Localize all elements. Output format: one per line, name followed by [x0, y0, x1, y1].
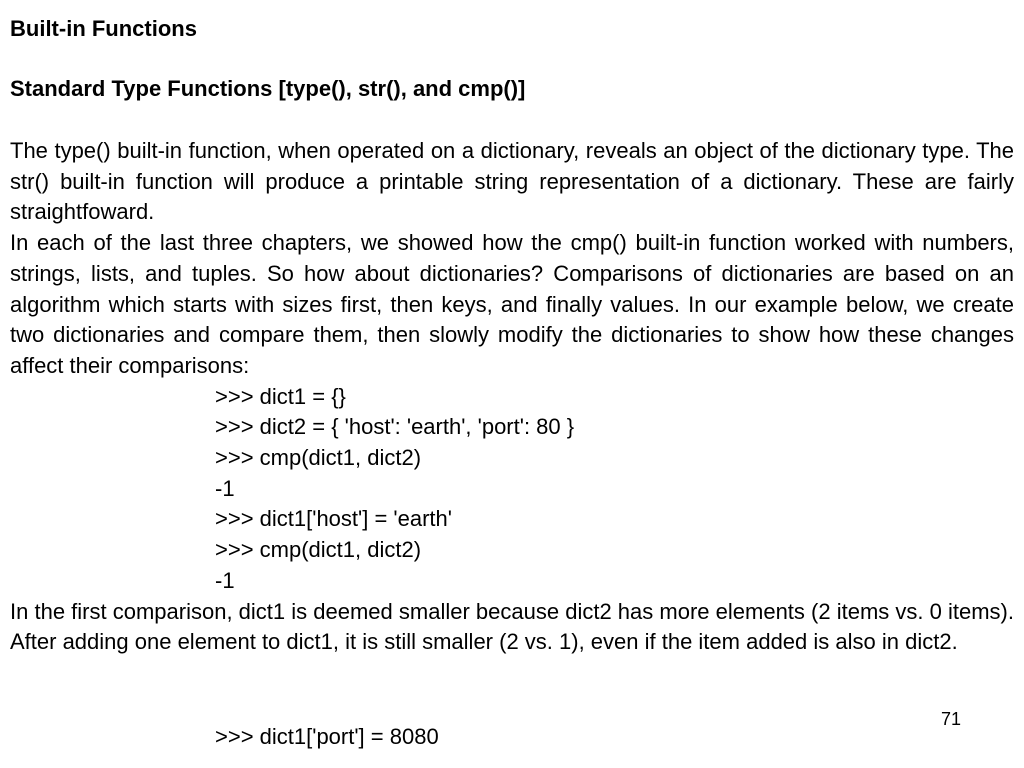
section-heading: Standard Type Functions [type(), str(), and cmp()] [10, 76, 526, 101]
code-line: >>> dict1['port'] = 8080 [215, 724, 439, 749]
paragraph-comparison-explanation: In the first comparison, dict1 is deemed smaller because dict2 has more elements (2 items vs. 0 items). After adding one element to dict1, it is still smaller (2 vs. 1), even if the item added is also in dict2. [10, 598, 1014, 655]
code-line: >>> cmp(dict1, dict2) [215, 445, 422, 471]
page-number: 71 [941, 709, 962, 729]
code-example-continued [10, 722, 439, 753]
slide-content [10, 14, 1014, 658]
paragraph-type-str: The type() built-in function, when operated on a dictionary, reveals an object of the dictionary type. The str() built-in function will produce a printable string representation of a dictionary. These are fairly straightfoward. [10, 138, 1014, 225]
code-line: >>> cmp(dict1, dict2) [215, 537, 422, 563]
page-title: Built-in Functions [10, 16, 197, 41]
code-line: >>> dict1 = {} [215, 383, 346, 409]
code-output: -1 [215, 475, 235, 501]
paragraph-cmp: In each of the last three chapters, we showed how the cmp() built-in function worked with numbers, strings, lists, and tuples. So how about dictionaries? Comparisons of dictionaries are based on an algorithm which starts with sizes first, then keys, and finally values. In our example below, we create two dictionaries and compare them, then slowly modify the dictionaries to show how these changes affect their comparisons: [10, 230, 1014, 378]
code-line: >>> dict1['host'] = 'earth' [215, 506, 452, 532]
code-output: -1 [215, 567, 235, 593]
code-example [10, 382, 1014, 597]
code-line: >>> dict2 = { 'host': 'earth', 'port': 80 } [215, 414, 575, 440]
